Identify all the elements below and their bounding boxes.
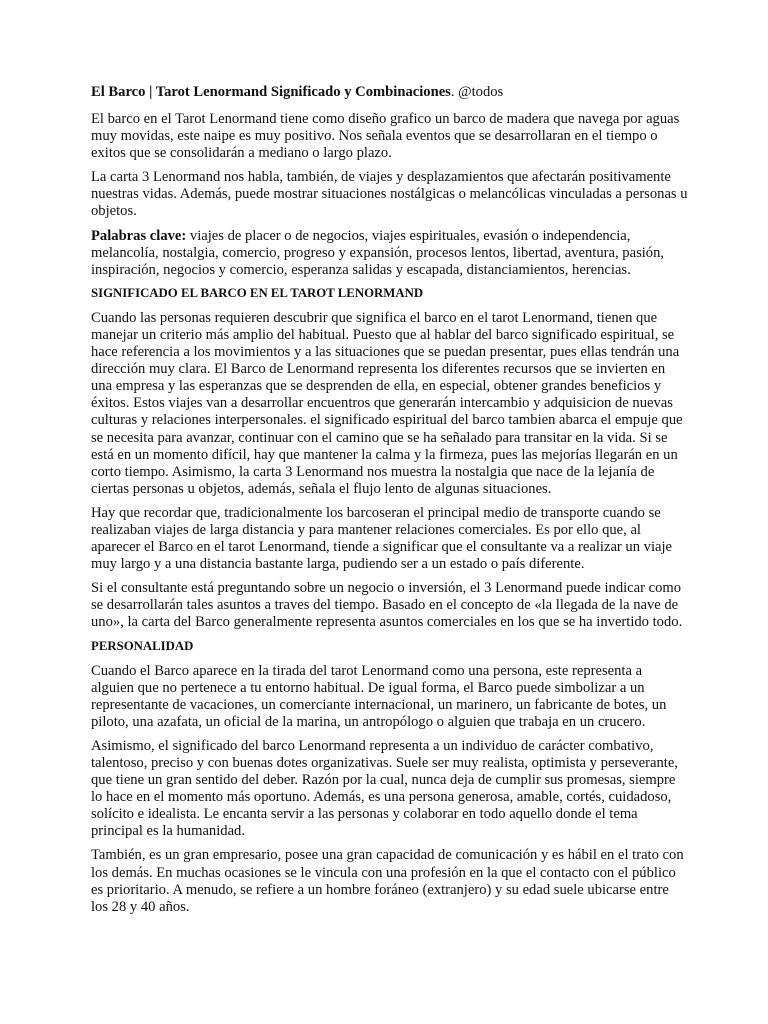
section-heading-significado: SIGNIFICADO EL BARCO EN EL TAROT LENORMAND xyxy=(91,285,424,300)
title-bold-text: El Barco | Tarot Lenormand Significado y Combinaciones xyxy=(91,84,451,100)
paragraph-significado: Cuando las personas requieren descubrir que significa el barco en el tarot Lenormand, tienen que manejar un criterio más amplio del habitual. Puesto que al hablar del barco significado espiritual, se hace referencia a los movimientos y a las situaciones que se puedan presentar, pues ellas tendrán una dirección muy clara. El Barco de Lenormand representa los diferentes recursos que se invierten en una empresa y las esperanzas que se desprenden de ella, en especial, obtener grandes beneficios y éxitos. Estos viajes van a desarrollar encuentros que generarán intercambio y adquisicion de nuevas culturas y relaciones interpersonales. el significado espiritual del barco tambien abarca el empuje que se necesita para avanzar, continuar con el camino que se ha señalado para transitar en la vida. Si se está en un momento difícil, hay que mantener la calma y la firmeza, pues las mejorías llegarán en un corto tiempo. Asimismo, la carta 3 Lenormand nos muestra la nostalgia que nace de la lejanía de ciertas personas u objetos, además, señala el flujo lento de algunas situaciones. xyxy=(91,309,683,497)
paragraph-keywords xyxy=(91,228,688,279)
paragraph-intro: El barco en el Tarot Lenormand tiene como diseño grafico un barco de madera que navega por aguas muy movidas, este naipe es muy positivo. Nos señala eventos que se desarrollaran en el tiempo o exitos que se consolidarán a mediano o largo plazo. xyxy=(91,111,680,162)
keywords-text: viajes de placer o de negocios, viajes espirituales, evasión o independencia, melancolía, nostalgia, comercio, progreso y expansión, procesos lentos, libertad, aventura, pasión, inspiración, negocios y comercio, esperanza salidas y escapada, distanciamientos, herencias. xyxy=(91,227,665,278)
keywords-label: Palabras clave: xyxy=(91,227,187,244)
document-title xyxy=(91,84,688,101)
paragraph-negocio: Si el consultante está preguntando sobre un negocio o inversión, el 3 Lenormand puede indicar como se desarrollarán tales asuntos a traves del tiempo. Basado en el concepto de «la llegada de la nave de uno», la carta del Barco generalmente representa asuntos comerciales en los que se ha invertido todo. xyxy=(91,580,683,631)
paragraph-persona: Cuando el Barco aparece en la tirada del tarot Lenormand como una persona, este representa a alguien que no pertenece a tu entorno habitual. De igual forma, el Barco puede simbolizar a un representante de vacaciones, un comerciante internacional, un marinero, un fabricante de botes, un piloto, una azafata, un oficial de la marina, un antropólogo o alguien que trabaja en un crucero. xyxy=(91,662,667,730)
title-suffix-text: . @todos xyxy=(450,84,504,100)
paragraph-empresario: También, es un gran empresario, posee una gran capacidad de comunicación y es hábil en el trato con los demás. En muchas ocasiones se le vincula con una profesión en la que el contacto con el público es prioritario. A menudo, se refiere a un hombre foráneo (extranjero) y su edad suele ubicarse entre los 28 y 40 años. xyxy=(91,847,684,915)
section-heading-personalidad: PERSONALIDAD xyxy=(91,638,194,653)
paragraph-caracter: Asimismo, el significado del barco Lenormand representa a un individuo de carácter combativo, talentoso, preciso y con buenas dotes organizativas. Suele ser muy realista, optimista y perseverante, que tiene un gran sentido del deber. Razón por la cual, nunca deja de cumplir sus promesas, siempre lo hace en el momento más oportuno. Además, es una persona generosa, amable, cortés, cuidadoso, solícito e idealista. Le encanta servir a las personas y colaborar en todo aquello donde el tema principal es la humanidad. xyxy=(91,737,678,840)
paragraph-transporte: Hay que recordar que, tradicionalmente los barcoseran el principal medio de transporte cuando se realizaban viajes de larga distancia y para mantener relaciones comerciales. Es por ello que, al aparecer el Barco en el tarot Lenormand, tiende a significar que el consultante va a realizar un viaje muy largo y a una distancia bastante larga, pudiendo ser a un estado o país diferente. xyxy=(91,504,673,573)
paragraph-carta-3: La carta 3 Lenormand nos habla, también, de viajes y desplazamientos que afectarán positivamente nuestras vidas. Además, puede mostrar situaciones nostálgicas o melancólicas vinculadas a personas u objetos. xyxy=(91,169,688,220)
